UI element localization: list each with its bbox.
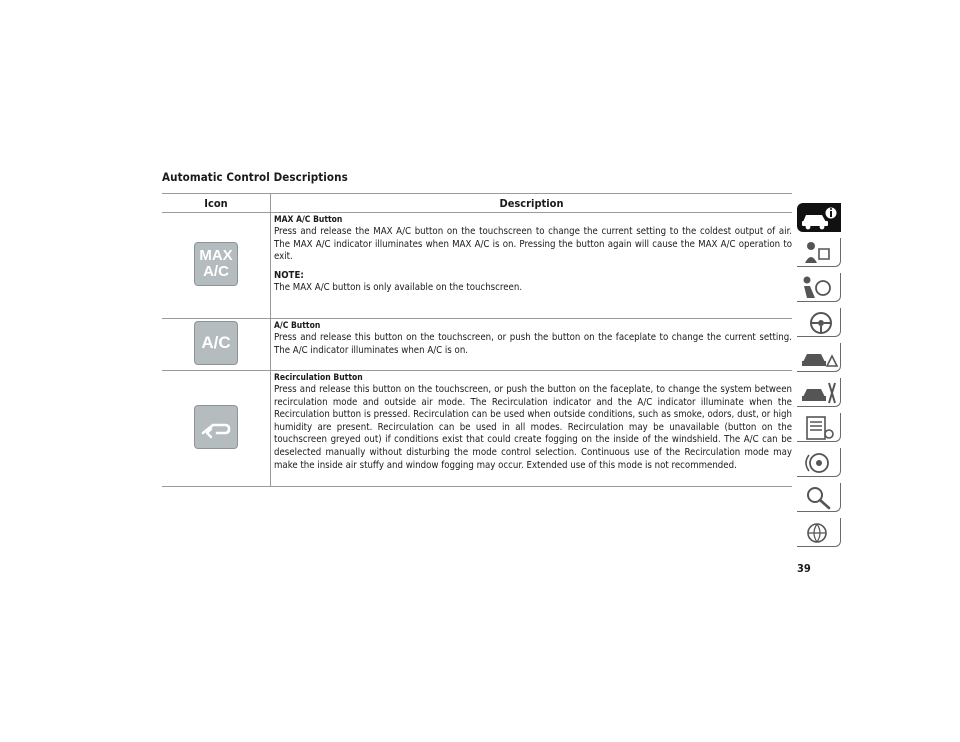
emergency-car-icon [799,344,839,371]
note-label: NOTE: [274,269,304,281]
header-description: Description [271,194,793,213]
description-cell [271,319,793,371]
tab-index[interactable] [797,483,841,512]
icon-cell [162,371,271,487]
safety-person-icon [799,239,839,266]
table-header-row [162,194,792,213]
section-title: Automatic Control Descriptions [162,170,348,184]
description-text: Press and release this button on the touchscreen, or push the button on the faceplate to change the current setting. The A/C indicator illuminates when A/C is on. [274,332,792,356]
airbag-person-icon [799,274,839,301]
tab-emergency[interactable] [797,343,841,372]
description-text: Press and release this button on the touchscreen, or push the button on the faceplate, to change the system between recirculation mode and outside air mode. The Recirculation indicator and the A/C indicator illuminate when the Recirculation button is pressed. Recirculation can be used when outside conditions, such as smoke, odors, dust, or high humidity are present. Recirculation can be used in all modes. Recirculation may be unavailable (button on the touchscreen greyed out) if conditions exist that could create fogging on the inside of the windshield. The A/C can be deselected manually without disturbing the mode control selection. Continuous use of the Recirculation mode may make the inside air stuffy and window fogging may occur. Extended use of this mode is not recommended. [274,384,792,471]
ac-icon: A/C [194,321,238,365]
table-row-ac [162,319,792,371]
tab-safety[interactable] [797,238,841,267]
index-search-icon [799,484,839,511]
table-row-max-ac [162,213,792,319]
note-text: The MAX A/C button is only available on the touchscreen. [274,282,523,294]
automatic-control-table [162,193,792,487]
button-title: Recirculation Button [274,373,363,383]
table-row-recirculation [162,371,792,487]
car-service-tools-icon [799,379,839,406]
recirculation-icon [194,405,238,449]
tab-driving[interactable] [797,308,841,337]
tab-languages[interactable] [797,518,841,547]
tab-specifications[interactable] [797,413,841,442]
button-title: A/C Button [274,321,321,331]
max-ac-icon: MAX A/C [194,242,238,286]
description-text: Press and release the MAX A/C button on the touchscreen to change the current setting to the coldest output of air. The MAX A/C indicator illuminates when MAX A/C is on. Pressing the button again will cause the MAX A/C operation to exit. [274,226,792,263]
icon-cell [162,319,271,371]
tab-airbag[interactable] [797,273,841,302]
tab-multimedia[interactable] [797,448,841,477]
description-cell [271,371,793,487]
tab-vehicle-info[interactable] [797,203,841,232]
description-cell [271,213,793,319]
page-number: 39 [797,562,811,575]
icon-cell [162,213,271,319]
specifications-list-icon [799,414,839,441]
languages-icon [799,519,839,546]
tab-service[interactable] [797,378,841,407]
button-title: MAX A/C Button [274,215,343,225]
vehicle-info-icon [799,204,839,231]
multimedia-icon [799,449,839,476]
steering-wheel-icon [799,309,839,336]
header-icon: Icon [162,194,271,213]
